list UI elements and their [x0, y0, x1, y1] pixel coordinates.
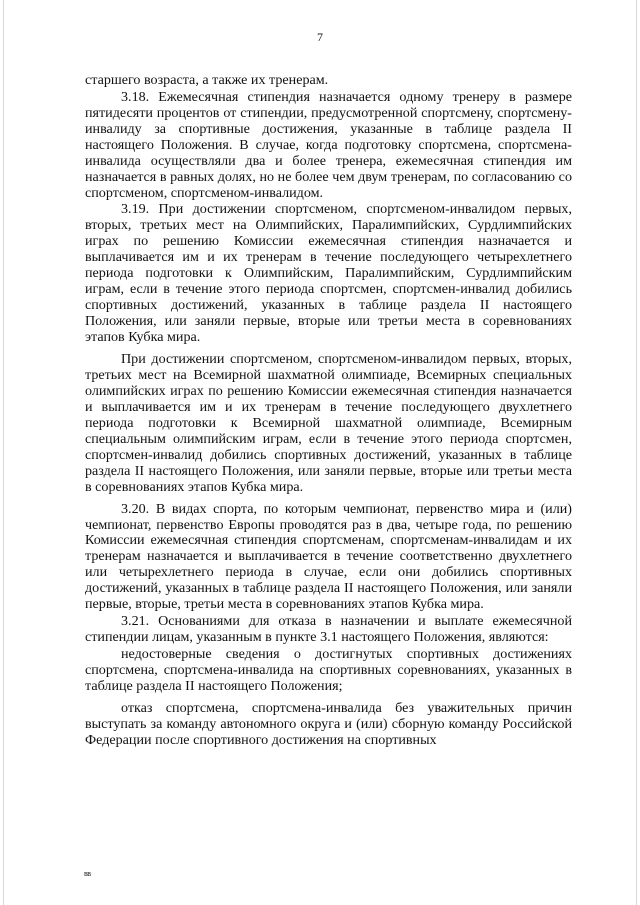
paragraph-3-21: 3.21. Основаниями для отказа в назначении и выплате ежемесячной стипендии лицам, указанным в пункте 3.1 настоящего Положения, являются:: [85, 613, 572, 646]
paragraph-continuation: старшего возраста, а также их тренерам.: [85, 72, 329, 88]
scan-edge-right: [636, 0, 637, 905]
scan-edge-left: [3, 0, 4, 905]
paragraph-3-21-item-false-info: недостоверные сведения о достигнутых спортивных достижениях спортсмена, спортсмена-инвалида на спортивных соревнованиях, указанных в таблице раздела II настоящего Положения;: [85, 645, 572, 694]
paragraph-3-19: 3.19. При достижении спортсменом, спортсменом-инвалидом первых, вторых, третьих мест на Олимпийских, Паралимпийских, Сурдлимпийских играх по решению Комиссии ежемесячная стипендия назначается и выплачивается им и их тренерам в течение последующего четырехлетнего периода подготовки к Олимпийским, Паралимпийским, Сурдлимпийским играм, если в течение этого периода спортсмен, спортсмен-инвалид добились спортивных достижений, указанных в таблице раздела II настоящего Положения, или заняли первые, вторые или третьи места в соревнованиях этапов Кубка мира.: [85, 201, 572, 346]
paragraph-3-19-chess: При достижении спортсменом, спортсменом-инвалидом первых, вторых, третьих мест на Всемирной шахматной олимпиаде, Всемирных специальных олимпийских играх по решению Комиссии ежемесячная стипендия назначается и выплачивается им и их тренерам в течение последующего двухлетнего периода подготовки к Всемирной шахматной олимпиаде, Всемирным специальным олимпийским играм, если в течение этого периода спортсмен, спортсмен-инвалид добились спортивных достижений, указанных в таблице раздела II настоящего Положения, или заняли первые, вторые или третьи места в соревнованиях этапов Кубка мира.: [85, 350, 572, 495]
paragraph-3-20: 3.20. В видах спорта, по которым чемпионат, первенство мира и (или) чемпионат, первенство Европы проводятся раз в два, четыре года, по решению Комиссии ежемесячная стипендия спортсменам, спортсменам-инвалидам и их тренерам назначается и выплачивается в течение соответственно двухлетнего или четырехлетнего периода в случае, если они добились спортивных достижений, указанных в таблице раздела II настоящего Положения, или заняли первые, вторые, третьи места в соревнованиях этапов Кубка мира.: [85, 500, 572, 613]
page-number: 7: [317, 30, 323, 44]
document-body: [85, 73, 572, 750]
paragraph-3-21-item-refusal: отказ спортсмена, спортсмена-инвалида без уважительных причин выступать за команду автономного округа и (или) сборную команду Российской Федерации после спортивного достижения на спортивных: [85, 699, 572, 748]
paragraph-3-18: 3.18. Ежемесячная стипендия назначается одному тренеру в размере пятидесяти процентов от стипендии, предусмотренной спортсмену, спортсмену-инвалиду за спортивные достижения, указанные в таблице раздела II настоящего Положения. В случае, когда подготовку спортсмена, спортсмена-инвалида осуществляли два и более тренера, ежемесячная стипендия им назначается в равных долях, но не более чем двум тренерам, по согласованию со спортсменом, спортсменом-инвалидом.: [85, 88, 572, 201]
footer-mark: вв: [84, 869, 91, 878]
